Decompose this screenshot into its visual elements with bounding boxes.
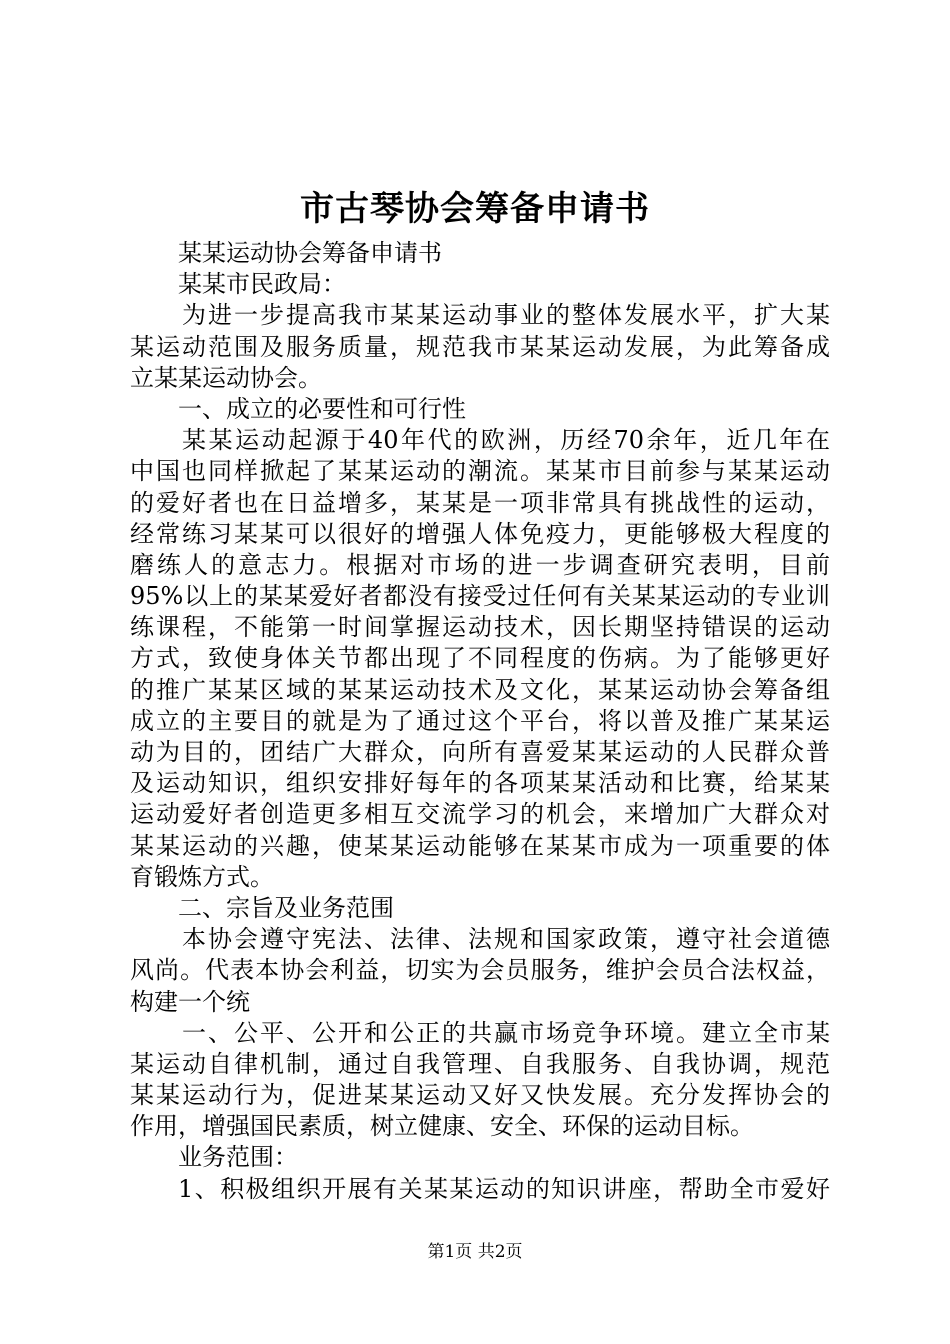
text-line: 中国也同样掀起了某某运动的潮流。某某市目前参与某某运动: [130, 457, 830, 486]
document-body: [130, 238, 830, 1205]
text-line: 业务范围：: [178, 1143, 298, 1172]
text-line: 一、成立的必要性和可行性: [178, 394, 466, 423]
text-line: 育锻炼方式。: [130, 862, 274, 891]
text-line: 某某运动的兴趣，使某某运动能够在某某市成为一项重要的体: [130, 831, 830, 860]
text-line: 一、公平、公开和公正的共赢市场竞争环境。建立全市某: [182, 1018, 830, 1047]
text-line: 某某运动起源于40年代的欧洲，历经70余年，近几年在: [182, 426, 830, 455]
text-line: 95%以上的某某爱好者都没有接受过任何有关某某运动的专业训: [130, 582, 830, 611]
text-line: 运动爱好者创造更多相互交流学习的机会，来增加广大群众对: [130, 800, 830, 829]
text-line: 某某运动行为，促进某某运动又好又快发展。充分发挥协会的: [130, 1081, 830, 1110]
document-title: 市古琴协会筹备申请书: [300, 189, 650, 229]
text-line: 本协会遵守宪法、法律、法规和国家政策，遵守社会道德: [182, 925, 830, 954]
text-line: 磨练人的意志力。根据对市场的进一步调查研究表明，目前: [130, 550, 830, 579]
text-line: 动为目的，团结广大群众，向所有喜爱某某运动的人民群众普: [130, 738, 830, 766]
text-line: 某某市民政局：: [178, 270, 346, 299]
text-line: 为进一步提高我市某某运动事业的整体发展水平，扩大某: [182, 301, 830, 330]
text-line: 某运动范围及服务质量，规范我市某某运动发展，为此筹备成: [130, 332, 830, 361]
text-line: 1、积极组织开展有关某某运动的知识讲座，帮助全市爱好: [178, 1174, 830, 1203]
text-line: 成立的主要目的就是为了通过这个平台，将以普及推广某某运: [130, 706, 830, 735]
text-line: 的推广某某区域的某某运动技术及文化，某某运动协会筹备组: [130, 675, 830, 704]
text-line: 的爱好者也在日益增多，某某是一项非常具有挑战性的运动，: [130, 488, 830, 517]
text-line: 练课程，不能第一时间掌握运动技术，因长期坚持错误的运动: [130, 613, 830, 642]
text-line: 二、宗旨及业务范围: [178, 893, 394, 922]
text-line: 构建一个统: [130, 987, 250, 1016]
text-line: 作用，增强国民素质，树立健康、安全、环保的运动目标。: [130, 1112, 754, 1141]
text-line: 经常练习某某可以很好的增强人体免疫力，更能够极大程度的: [130, 519, 830, 548]
text-line: 风尚。代表本协会利益，切实为会员服务，维护会员合法权益，: [130, 956, 830, 985]
text-line: 某某运动协会筹备申请书: [178, 239, 442, 267]
text-line: 立某某运动协会。: [130, 363, 322, 392]
page-footer: 第1页 共2页: [427, 1242, 523, 1262]
text-line: 某运动自律机制，通过自我管理、自我服务、自我协调，规范: [130, 1049, 830, 1078]
text-line: 方式，致使身体关节都出现了不同程度的伤病。为了能够更好: [130, 644, 830, 673]
text-line: 及运动知识，组织安排好每年的各项某某活动和比赛，给某某: [130, 769, 830, 798]
